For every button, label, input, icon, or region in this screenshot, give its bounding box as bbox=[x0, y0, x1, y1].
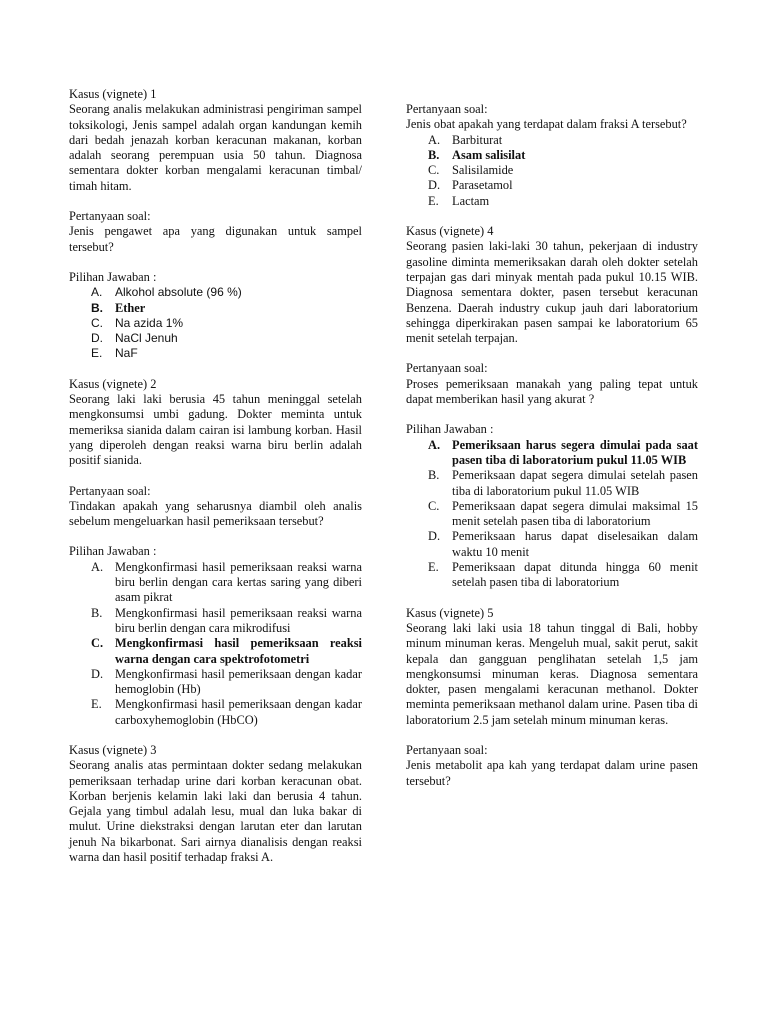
option-a: A. Alkohol absolute (96 %) bbox=[91, 285, 242, 300]
case-1 bbox=[69, 87, 362, 362]
case-text: Seorang laki laki berusia 45 tahun meninggal setelah mengkonsumsi umbi gadung. Dokter meminta untuk memeriksa sianida dalam cairan isi lambung korban. Hasil yang diperoleh dengan reaksi warna biru berlin adalah positif sianida. bbox=[69, 392, 362, 468]
case-text: Seorang laki laki usia 18 tahun tinggal di Bali, hobby minum minuman keras. Mengeluh mual, sakit perut, sakit kepala dan gangguan penglihatan setelah 1,5 jam mengkonsumsi minuman keras. Diagnosa sementara dokter, pasen mengalami keracunan methanol. Dokter meminta pemeriksaan methanol dalam urine. Pasen tiba di laboratorium 2.5 jam setelah minum minuman keras. bbox=[406, 620, 698, 727]
answer-options bbox=[406, 133, 698, 209]
option-e: E. NaF bbox=[91, 346, 138, 361]
options-label: Pilihan Jawaban : bbox=[406, 422, 494, 437]
option-c: C. Mengkonfirmasi hasil pemeriksaan reaksi warna dengan cara spektrofotometri bbox=[91, 636, 362, 666]
option-c: C. Pemeriksaan dapat segera dimulai maksimal 15 menit setelah pasen tiba di laboratorium bbox=[428, 498, 698, 529]
case-title: Kasus (vignete) 5 bbox=[406, 605, 494, 620]
options-label: Pilihan Jawaban : bbox=[69, 544, 157, 559]
option-b: B. Mengkonfirmasi hasil pemeriksaan reaksi warna biru berlin dengan cara mikrodifusi bbox=[91, 605, 362, 635]
option-d: D. NaCl Jenuh bbox=[91, 331, 178, 346]
case-4 bbox=[406, 224, 698, 591]
option-b: B. Pemeriksaan dapat segera dimulai setelah pasen tiba di laboratorium pukul 11.05 WIB bbox=[428, 468, 698, 498]
case-2 bbox=[69, 377, 362, 728]
option-d: D. Parasetamol bbox=[428, 178, 513, 193]
question-text: Tindakan apakah yang seharusnya diambil oleh analis sebelum mengeluarkan hasil pemeriksaan tersebut? bbox=[69, 498, 362, 529]
left-column bbox=[69, 87, 362, 880]
option-e: E. Mengkonfirmasi hasil pemeriksaan dengan kadar carboxyhemoglobin (HbCO) bbox=[91, 697, 362, 727]
question-label: Pertanyaan soal: bbox=[406, 102, 488, 116]
question-text: Jenis pengawet apa yang digunakan untuk sampel tersebut? bbox=[69, 224, 362, 254]
case-text: Seorang analis melakukan administrasi pengiriman sampel toksikologi, Jenis sampel adalah organ kandungan kemih dari bedah jenazah korban keracunan makanan, korban adalah seorang perempuan usia 50 tahun. Diagnosa sementara dokter korban mengalami keracunan timbal/ timah hitam. bbox=[69, 102, 362, 193]
question-label: Pertanyaan soal: bbox=[406, 742, 488, 757]
question-text: Jenis obat apakah yang terdapat dalam fraksi A tersebut? bbox=[406, 117, 687, 132]
case-3-question bbox=[406, 102, 698, 209]
case-5 bbox=[406, 606, 698, 789]
case-title: Kasus (vignete) 1 bbox=[69, 87, 157, 101]
option-c: C. Na azida 1% bbox=[91, 315, 184, 330]
option-a: A. Pemeriksaan harus segera dimulai pada saat pasen tiba di laboratorium pukul 11.05 WIB bbox=[428, 437, 698, 467]
right-column bbox=[406, 102, 698, 804]
option-a: A. Mengkonfirmasi hasil pemeriksaan reaksi warna biru berlin dengan cara kertas saring yang diberi asam pikrat bbox=[91, 559, 362, 605]
options-label: Pilihan Jawaban : bbox=[69, 269, 157, 284]
question-label: Pertanyaan soal: bbox=[69, 209, 151, 224]
case-title: Kasus (vignete) 3 bbox=[69, 742, 157, 757]
case-title: Kasus (vignete) 4 bbox=[406, 224, 494, 239]
answer-options bbox=[69, 285, 362, 361]
case-text: Seorang pasien laki-laki 30 tahun, pekerjaan di industry gasoline diminta memeriksakan darah oleh dokter setelah terpajan gas dari minyak mentah pada pukul 10.15 WIB. Diagnosa sementara dokter, pasen tersebut keracunan Benzena. Daerah industry cukup jauh dari laboratorium sehingga diperkirakan pasen sampai ke laboratorium 65 menit setelah terpajan. bbox=[406, 239, 698, 346]
option-b: B. Ether bbox=[91, 300, 146, 315]
option-e: E. Lactam bbox=[428, 193, 490, 208]
answer-options bbox=[406, 438, 698, 591]
question-label: Pertanyaan soal: bbox=[69, 483, 151, 498]
question-label: Pertanyaan soal: bbox=[406, 361, 488, 376]
option-d: D. Pemeriksaan harus dapat diselesaikan dalam waktu 10 menit bbox=[428, 529, 698, 559]
question-text: Jenis metabolit apa kah yang terdapat dalam urine pasen tersebut? bbox=[406, 758, 698, 788]
answer-options bbox=[69, 560, 362, 728]
question-text: Proses pemeriksaan manakah yang paling tepat untuk dapat memberikan hasil yang akurat ? bbox=[406, 376, 698, 407]
case-title: Kasus (vignete) 2 bbox=[69, 376, 157, 391]
option-b: B. Asam salisilat bbox=[428, 147, 526, 162]
option-d: D. Mengkonfirmasi hasil pemeriksaan dengan kadar hemoglobin (Hb) bbox=[91, 666, 362, 697]
case-text: Seorang analis atas permintaan dokter sedang melakukan pemeriksaan terhadap urine dari korban keracunan obat. Korban berjenis kelamin laki laki dan berusia 4 tahun. Gejala yang timbul adalah lesu, mual dan luka bakar di mulut. Urine diekstraksi dengan larutan eter dan larutan jenuh Na bikarbonat. Sari airnya dianalisis dengan reaksi warna dan hasil positif terhadap fraksi A. bbox=[69, 758, 362, 865]
case-3 bbox=[69, 743, 362, 865]
option-e: E. Pemeriksaan dapat ditunda hingga 60 menit setelah pasen tiba di laboratorium bbox=[428, 560, 698, 590]
option-c: C. Salisilamide bbox=[428, 163, 514, 178]
option-a: A. Barbiturat bbox=[428, 132, 503, 147]
